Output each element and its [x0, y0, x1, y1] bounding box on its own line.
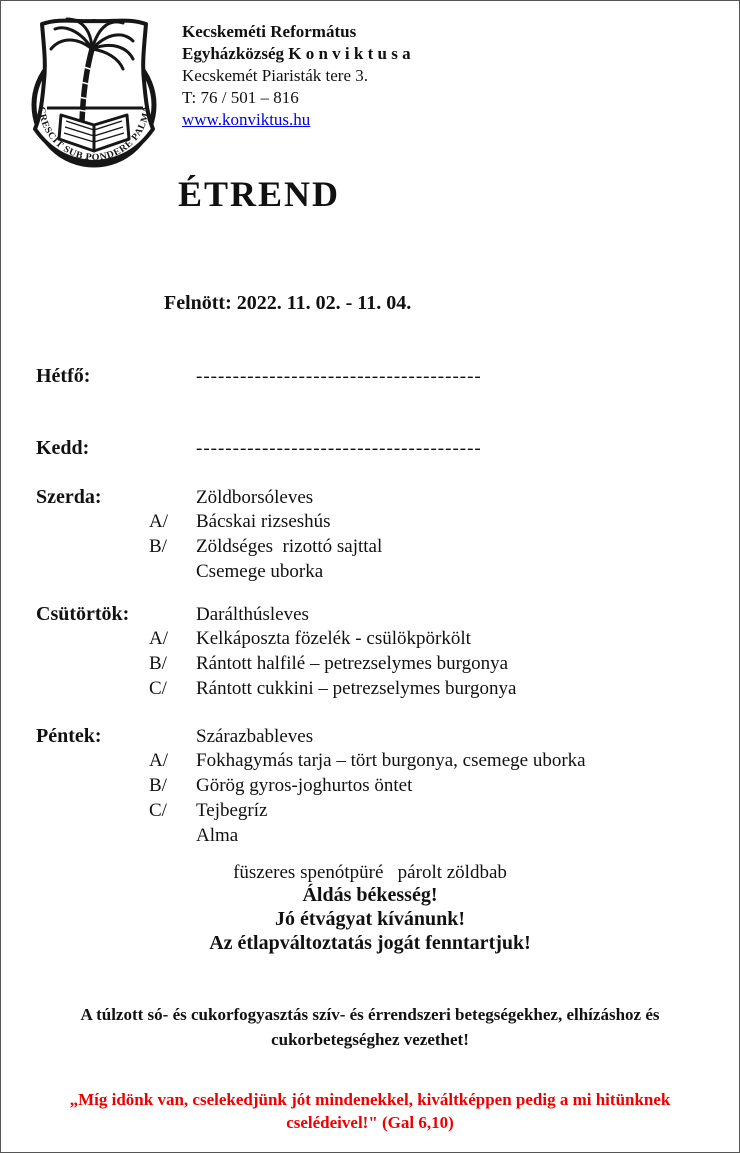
org-name-line2: Egyházközség K o n v i k t u s a: [182, 44, 411, 63]
dish-text: Csemege uborka: [196, 561, 324, 582]
scripture-quote: „Míg idönk van, cselekedjünk jót mindenekkel, kiváltképpen pedig a mi hitünknek cselédeivel!" (Gal 6,10): [69, 1090, 671, 1132]
empty-menu-line: ---------------------------------------: [196, 366, 482, 387]
menu-day-tuesday: [1, 437, 739, 462]
dish-marker: B/: [149, 653, 167, 674]
dish-marker: C/: [149, 800, 167, 821]
organization-header: [182, 21, 411, 131]
menu-row: [1, 536, 739, 561]
menu-day-thursday: [1, 603, 739, 703]
org-phone: T: 76 / 501 – 816: [182, 88, 299, 107]
menu-date-range: Felnött: 2022. 11. 02. - 11. 04.: [164, 292, 412, 314]
school-crest-logo: [13, 9, 176, 171]
menu-change-notice: Az étlapváltoztatás jogát fenntartjuk!: [209, 932, 531, 954]
bon-appetit-line: Jó étvágyat kívánunk!: [274, 908, 466, 930]
dish-text: Tejbegríz: [196, 800, 268, 821]
menu-row: [1, 653, 739, 678]
menu-row: [1, 486, 739, 511]
dish-text: Szárazbableves: [196, 726, 314, 747]
menu-row: [1, 603, 739, 628]
health-warning: A túlzott só- és cukorfogyasztás szív- és érrendszeri betegségekhez, elhízáshoz és cukorbetegséghez vezethet!: [80, 1005, 660, 1049]
dish-marker: B/: [149, 536, 167, 557]
menu-row: [1, 750, 739, 775]
dish-text: Zöldséges rizottó sajttal: [196, 536, 383, 557]
menu-day-friday: [1, 725, 739, 850]
dish-text: Alma: [196, 825, 239, 846]
menu-row: [1, 437, 739, 462]
dish-marker: C/: [149, 678, 167, 699]
menu-row: [1, 678, 739, 703]
day-label: Péntek:: [36, 725, 102, 747]
day-label: Szerda:: [36, 486, 102, 508]
dish-text: Fokhagymás tarja – tört burgonya, csemege uborka: [196, 750, 586, 771]
menu-row: [1, 511, 739, 536]
dish-marker: A/: [149, 511, 168, 532]
dish-text: Rántott halfilé – petrezselymes burgonya: [196, 653, 509, 674]
org-name-line1: Kecskeméti Református: [182, 22, 357, 41]
crest-motto: CRESCIT SUB PONDERE PALMA: [35, 105, 153, 164]
menu-row: [1, 825, 739, 850]
dish-text: Zöldborsóleves: [196, 487, 314, 508]
menu-row: [1, 628, 739, 653]
side-dish-note: füszeres spenótpüré párolt zöldbab: [233, 862, 507, 883]
website-link[interactable]: www.konviktus.hu: [182, 110, 311, 129]
dish-marker: A/: [149, 750, 168, 771]
dish-text: Kelkáposzta fözelék - csülökpörkölt: [196, 628, 471, 649]
menu-day-monday: [1, 365, 739, 390]
day-label: Csütörtök:: [36, 603, 130, 625]
dish-text: Rántott cukkini – petrezselymes burgonya: [196, 678, 517, 699]
org-address: Kecskemét Piaristák tere 3.: [182, 66, 368, 85]
menu-row: [1, 775, 739, 800]
dish-text: Bácskai rizseshús: [196, 511, 331, 532]
blessing-line: Áldás békesség!: [302, 884, 438, 906]
menu-row: [1, 725, 739, 750]
dish-text: Darálthúsleves: [196, 604, 309, 625]
day-label: Kedd:: [36, 437, 90, 459]
menu-row: [1, 561, 739, 586]
day-label: Hétfő:: [36, 365, 91, 387]
crest-icon: [13, 9, 176, 171]
menu-row: [1, 800, 739, 825]
dish-text: Görög gyros-joghurtos öntet: [196, 775, 413, 796]
page-title: ÉTREND: [178, 174, 341, 214]
dish-marker: A/: [149, 628, 168, 649]
menu-day-wednesday: [1, 486, 739, 586]
dish-marker: B/: [149, 775, 167, 796]
menu-row: [1, 365, 739, 390]
empty-menu-line: ---------------------------------------: [196, 438, 482, 459]
